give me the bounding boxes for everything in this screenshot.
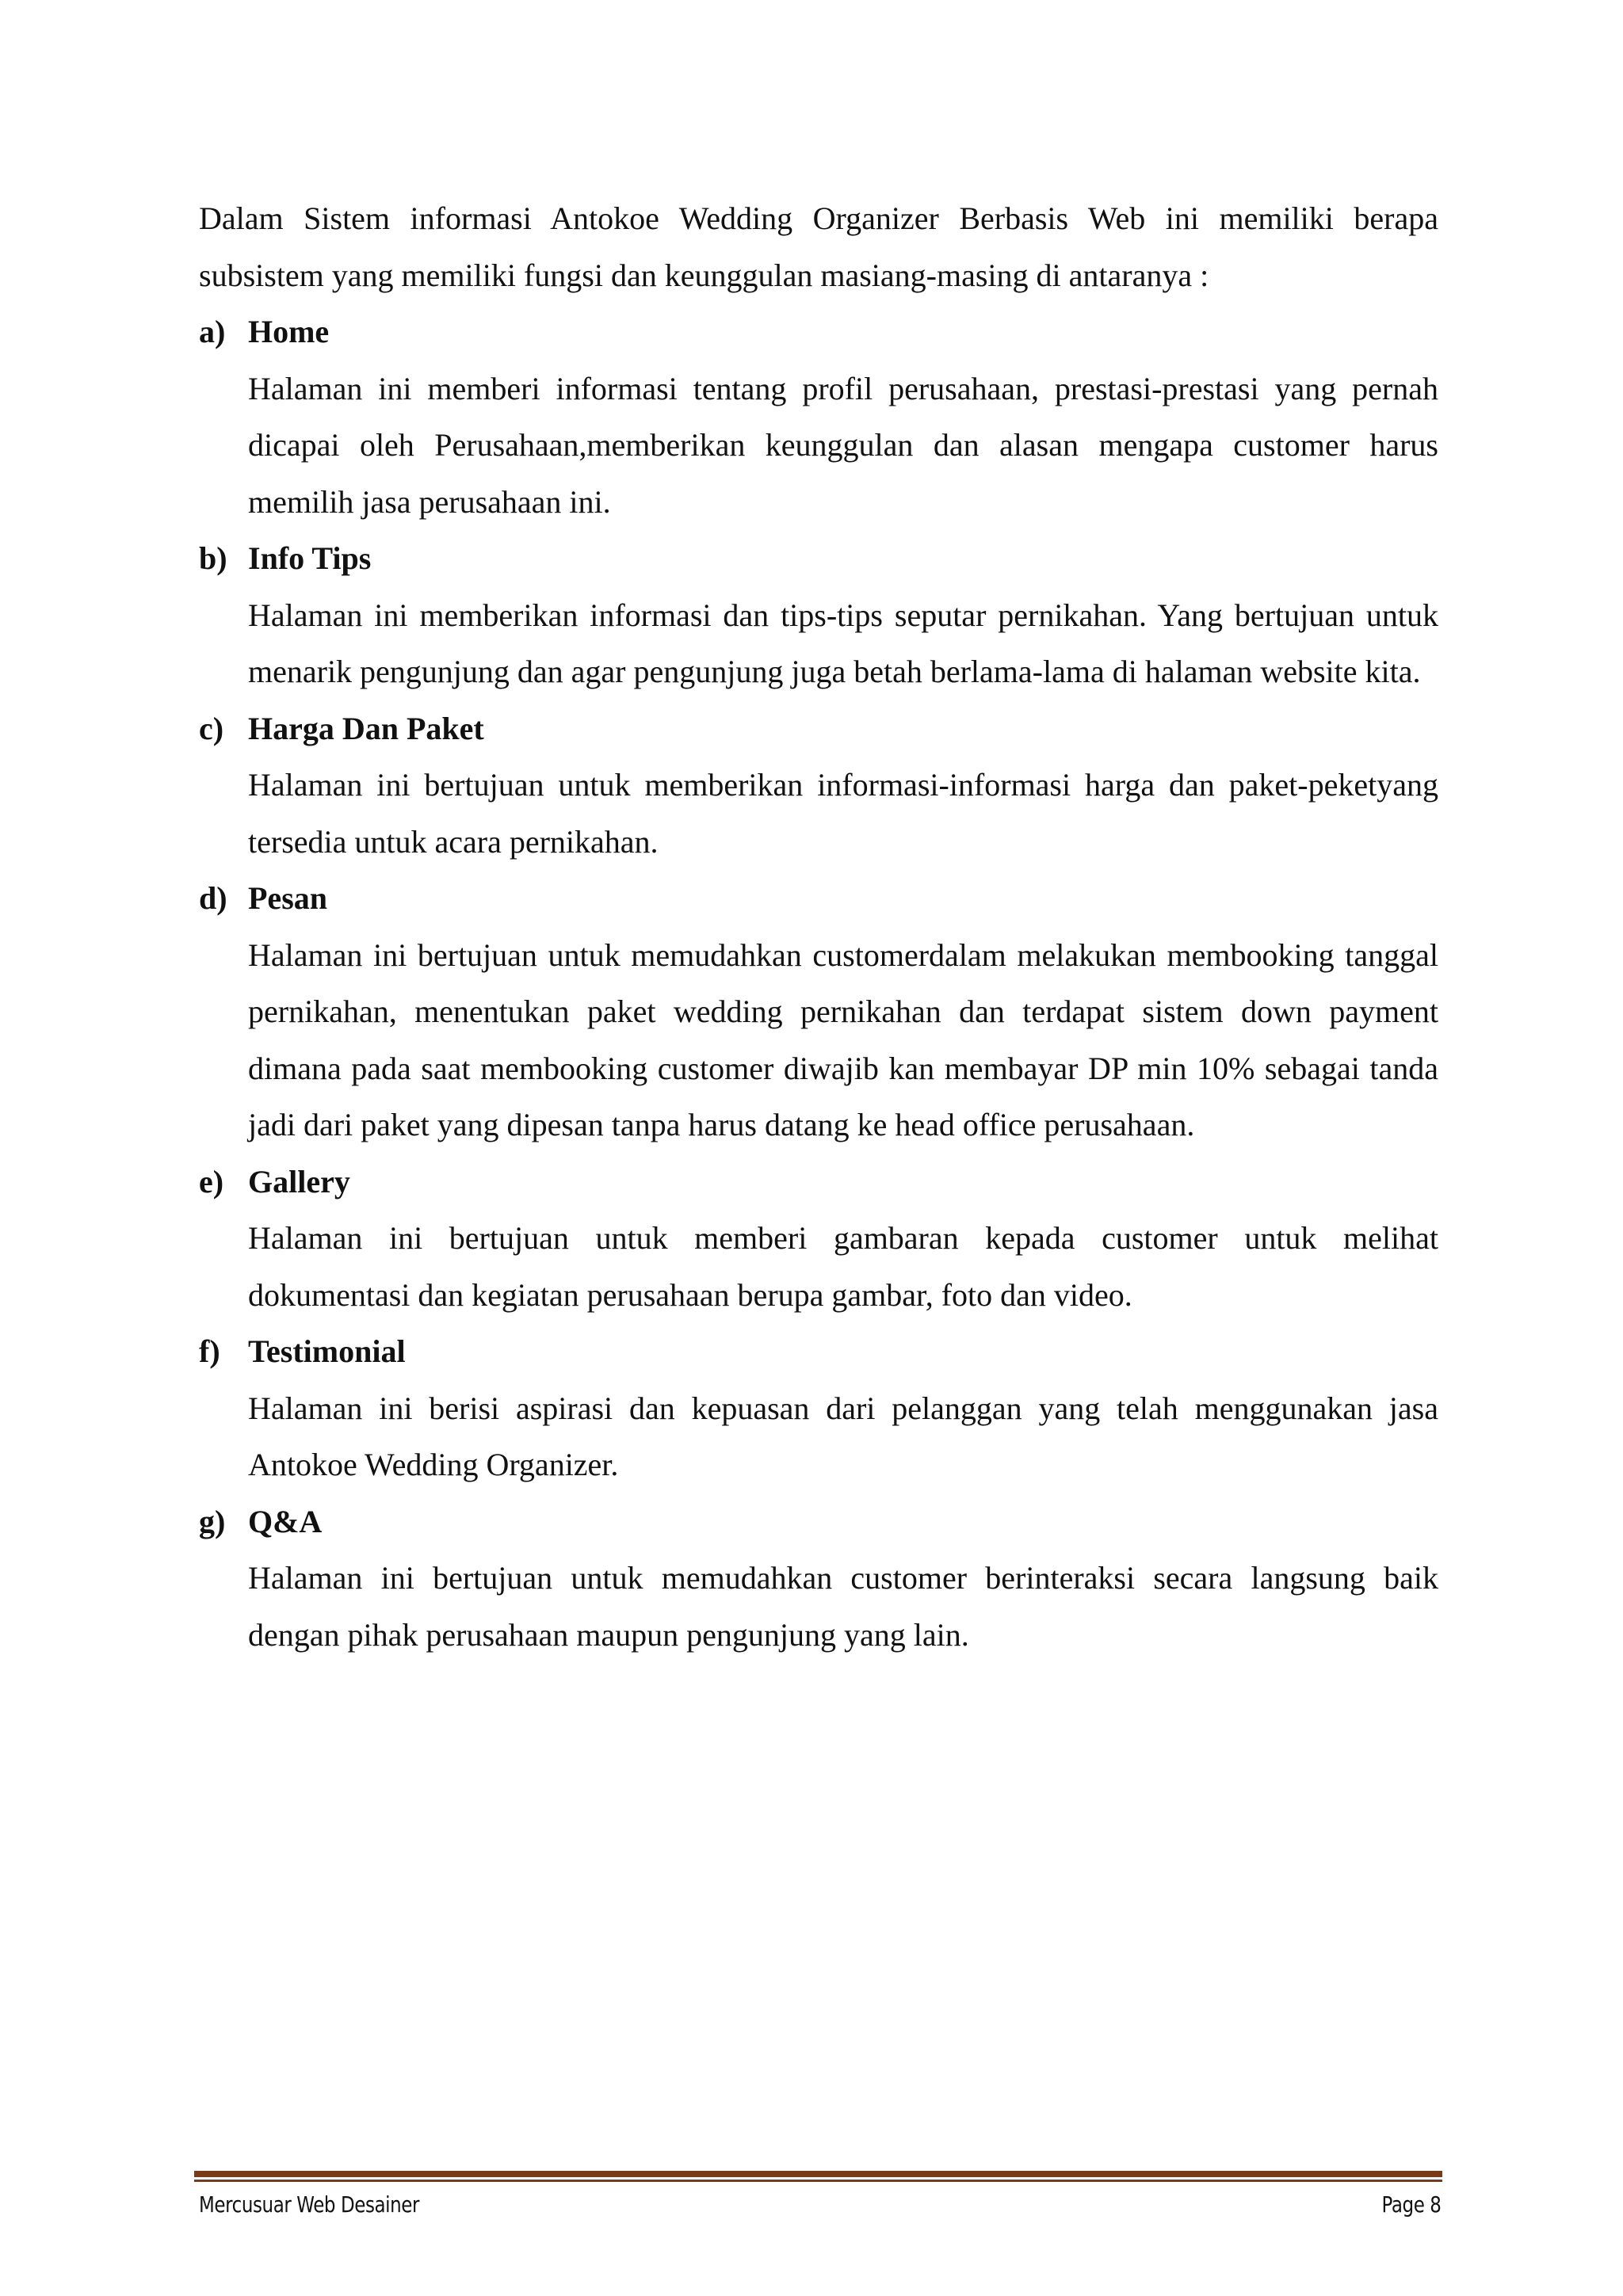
section-gallery (199, 1154, 1438, 1324)
section-pesan (199, 870, 1438, 1154)
section-description: Halaman ini memberikan informasi dan tips-tips seputar pernikahan. Yang bertujuan untuk menarik pengunjung dan agar pengunjung juga betah berlama-lama di halaman website kita. (248, 597, 1438, 689)
section-description: Halaman ini bertujuan untuk memudahkan customerdalam melakukan membooking tanggal pernikahan, menentukan paket wedding pernikahan dan terdapat sistem down payment dimana pada saat membooking customer diwajib kan membayar DP min 10% sebagai tanda jadi dari paket yang dipesan tanpa harus datang ke head office perusahaan. (248, 936, 1438, 1142)
section-qa (199, 1493, 1438, 1664)
section-harga-dan-paket (199, 700, 1438, 871)
intro-paragraph: Dalam Sistem informasi Antokoe Wedding Organizer Berbasis Web ini memiliki berapa subsistem yang memiliki fungsi dan keunggulan masiang-masing di antaranya : (199, 200, 1438, 293)
section-letter: b) (199, 540, 227, 576)
section-letter: f) (199, 1333, 220, 1369)
section-title: Info Tips (248, 540, 372, 576)
section-heading (199, 1323, 1438, 1380)
footer-page-number: Page 8 (1381, 2191, 1441, 2218)
section-heading (199, 700, 1438, 757)
footer-divider-thin (194, 2180, 1442, 2182)
section-description: Halaman ini berisi aspirasi dan kepuasan dari pelanggan yang telah menggunakan jasa Antokoe Wedding Organizer. (248, 1390, 1438, 1482)
section-heading (199, 530, 1438, 587)
section-description: Halaman ini bertujuan untuk memberikan informasi-informasi harga dan paket-peketyang tersedia untuk acara pernikahan. (248, 767, 1438, 860)
section-letter: g) (199, 1503, 226, 1539)
page-body (199, 190, 1438, 1663)
section-title: Q&A (248, 1503, 323, 1539)
section-letter: c) (199, 710, 224, 746)
section-letter: d) (199, 880, 227, 916)
section-home (199, 303, 1438, 530)
section-title: Gallery (248, 1163, 350, 1199)
section-description: Halaman ini bertujuan untuk memudahkan customer berinteraksi secara langsung baik dengan pihak perusahaan maupun pengunjung yang lain. (248, 1560, 1438, 1653)
section-description: Halaman ini bertujuan untuk memberi gambaran kepada customer untuk melihat dokumentasi dan kegiatan perusahaan berupa gambar, foto dan video. (248, 1220, 1438, 1313)
section-description: Halaman ini memberi informasi tentang profil perusahaan, prestasi-prestasi yang pernah dicapai oleh Perusahaan,memberikan keunggulan dan alasan mengapa customer harus memilih jasa perusahaan ini. (248, 370, 1438, 520)
section-title: Home (248, 314, 330, 349)
section-heading (199, 870, 1438, 927)
section-info-tips (199, 530, 1438, 700)
section-letter: e) (199, 1163, 224, 1199)
section-title: Harga Dan Paket (248, 710, 484, 746)
section-title: Pesan (248, 880, 327, 916)
section-heading (199, 303, 1438, 360)
section-letter: a) (199, 314, 226, 349)
section-heading (199, 1154, 1438, 1211)
footer-divider-thick (194, 2171, 1442, 2177)
footer-publisher: Mercusuar Web Desainer (199, 2191, 420, 2218)
section-testimonial (199, 1323, 1438, 1493)
section-heading (199, 1493, 1438, 1550)
section-title: Testimonial (248, 1333, 406, 1369)
